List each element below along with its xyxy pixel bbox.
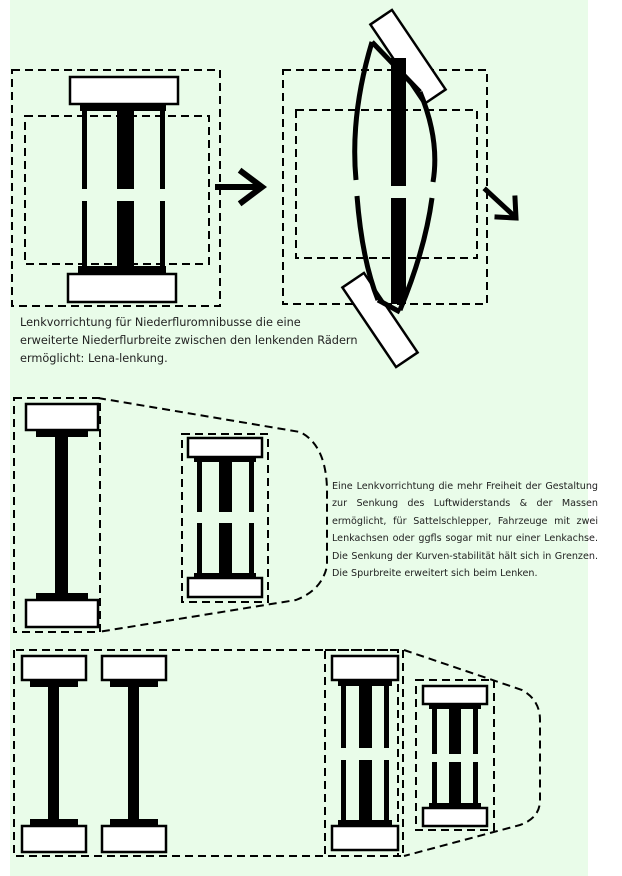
axle-b-beam: [128, 687, 139, 819]
trailer-wheel-bottom: [188, 578, 262, 597]
wheel-bottom: [68, 274, 176, 302]
wheel-top: [26, 404, 98, 430]
wheel-bottom: [26, 600, 98, 627]
axle-center-upper: [117, 111, 134, 189]
axle-bar-bottom: [36, 593, 88, 600]
axle-b-bar-bottom: [110, 819, 158, 826]
trailer-wheel-top: [423, 686, 487, 704]
rear-axle-right-lower: [384, 760, 389, 820]
trailer-bar-bottom: [429, 803, 481, 808]
rear-axle-center-upper: [359, 686, 372, 748]
axle-beam: [55, 437, 68, 593]
axle-b-bar-top: [110, 680, 158, 687]
rear-axle-center-lower: [359, 760, 372, 820]
wheel-a-top: [22, 656, 86, 680]
axle-center-lower: [391, 198, 406, 304]
axle-left-upper: [82, 111, 87, 189]
trailer-bar-top: [429, 704, 481, 709]
wheel-b-top: [102, 656, 166, 680]
trailer-axle-left-lower: [197, 523, 202, 573]
trailer-axle-right-upper: [249, 462, 254, 512]
rear-axle-right-upper: [384, 686, 389, 748]
rear-bar-bottom: [338, 820, 392, 826]
axle-a-bar-top: [30, 680, 78, 687]
background-panels: [10, 0, 588, 876]
rear-wheel-top: [332, 656, 398, 680]
wheel-a-bottom: [22, 826, 86, 852]
axle-center-lower: [117, 201, 134, 266]
rear-bar-top: [338, 680, 392, 686]
rear-wheel-bottom: [332, 826, 398, 850]
wheel-top: [70, 77, 178, 104]
trailer-axle-center-lower: [219, 523, 232, 573]
trailer-axle-left-upper: [197, 462, 202, 512]
wheel-b-bottom: [102, 826, 166, 852]
kingpin-bar-bottom: [78, 266, 166, 274]
axle-right-upper: [160, 111, 165, 189]
axle-a-bar-bottom: [30, 819, 78, 826]
lena-caption: Lenkvorrichtung für Niederfluromnibusse die eine erweiterte Niederflurbreite zwischen den lenkenden Rädern ermöglicht: Lena-lenkung.: [20, 316, 358, 365]
trailer-bar-top: [194, 457, 256, 462]
rear-axle-left-lower: [341, 760, 346, 820]
kingpin-bar-top: [80, 104, 166, 111]
axle-bar-top: [36, 430, 88, 437]
trailer-bar-bottom: [194, 573, 256, 578]
steering-caption: Eine Lenkvorrichtung die mehr Freiheit der Gestaltung zur Senkung des Luftwiderstands & der Massen ermöglicht, für Sattelschlepper, Fahrzeuge mit zwei Lenkachsen oder ggfls sogar mit nur einer Lenkachse. Die Senkung der Kurven-stabilität hält sich in Grenzen. Die Spurbreite erweitert sich beim Lenken.: [332, 481, 598, 580]
trailer-wheel-top: [188, 438, 262, 457]
trailer-axle-center-upper: [219, 462, 232, 512]
rear-axle-left-upper: [341, 686, 346, 748]
trailer-wheel-bottom: [423, 808, 487, 826]
axle-right-lower: [160, 201, 165, 266]
trailer-axle-right-lower: [249, 523, 254, 573]
axle-left-lower: [82, 201, 87, 266]
axle-a-beam: [48, 687, 59, 819]
